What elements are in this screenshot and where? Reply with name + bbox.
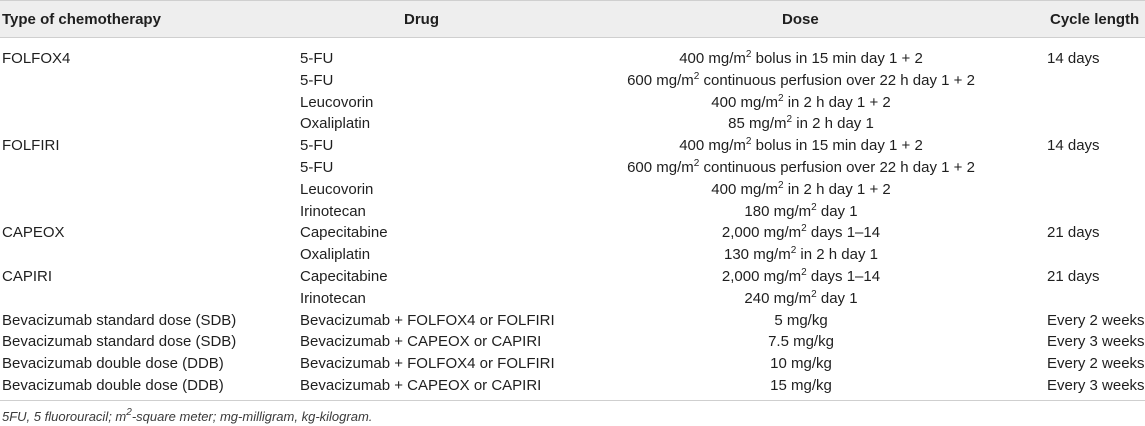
cell-dose — [548, 225, 1054, 241]
dose-superscript: 2 — [801, 223, 807, 235]
dose-superscript: 2 — [745, 49, 752, 60]
dose-value: 400 mg/m — [679, 50, 746, 67]
cell-drug: 5-FU — [300, 71, 334, 89]
dose-detail: in 2 h day 1 + 2 — [783, 93, 891, 111]
cell-dose — [548, 92, 1054, 111]
cell-type: CAPIRI — [2, 268, 53, 285]
cell-dose — [548, 179, 1054, 198]
footnote-text-1: 5FU, 5 fluorouracil; m — [2, 409, 127, 424]
cell-cycle: Every 3 weeks — [1047, 333, 1145, 351]
table-row — [0, 375, 1145, 397]
cell-dose — [548, 160, 1054, 176]
cell-dose — [548, 334, 1054, 350]
cell-drug: Irinotecan — [300, 202, 366, 220]
cell-drug: Bevacizumab + FOLFOX4 or FOLFIRI — [300, 355, 555, 373]
header-cycle: Cycle length — [1050, 11, 1140, 28]
cell-type: CAPEOX — [2, 224, 65, 242]
cell-dose — [548, 356, 1054, 372]
dose-detail: day 1 — [816, 202, 858, 220]
dose-detail: in 2 h day 1 — [796, 246, 878, 264]
cell-dose — [548, 313, 1054, 329]
table-row — [0, 92, 1145, 114]
dose-superscript: 2 — [801, 267, 807, 278]
cell-type: Bevacizumab standard dose (SDB) — [2, 333, 237, 351]
cell-cycle: 14 days — [1047, 137, 1100, 155]
dose-detail: continuous perfusion over 22 h day 1 + 2 — [699, 159, 975, 176]
header-drug: Drug — [404, 11, 439, 28]
cell-type: Bevacizumab double dose (DDB) — [2, 377, 224, 394]
cell-dose — [548, 378, 1054, 394]
dose-superscript: 2 — [777, 179, 784, 191]
cell-type: Bevacizumab standard dose (SDB) — [2, 311, 237, 329]
table-row — [0, 201, 1145, 223]
cell-drug: 5-FU — [300, 50, 334, 67]
dose-detail: in 2 h day 1 — [792, 115, 874, 133]
table-footnote — [2, 409, 372, 424]
dose-value: 10 mg/kg — [770, 355, 832, 373]
table-row — [0, 48, 1145, 70]
cell-drug: Irinotecan — [300, 289, 366, 307]
cell-drug: 5-FU — [300, 159, 334, 176]
dose-value: 600 mg/m — [627, 71, 694, 89]
cell-drug: Oxaliplatin — [300, 115, 371, 133]
dose-value: 180 mg/m — [744, 202, 812, 220]
dose-detail: continuous perfusion over 22 h day 1 + 2 — [699, 71, 975, 89]
cell-drug: Bevacizumab + FOLFOX4 or FOLFIRI — [300, 311, 555, 329]
footnote-superscript: 2 — [126, 407, 132, 418]
table-row — [0, 266, 1145, 288]
table-row — [0, 288, 1145, 310]
cell-cycle: 21 days — [1047, 224, 1100, 242]
dose-value: 240 mg/m — [744, 289, 812, 307]
dose-detail: bolus in 15 min day 1 + 2 — [751, 50, 923, 67]
cell-dose — [548, 288, 1054, 307]
cell-cycle: 21 days — [1047, 268, 1100, 285]
table-row — [0, 222, 1145, 244]
cell-cycle: Every 3 weeks — [1047, 377, 1145, 394]
table-row — [0, 135, 1145, 157]
cell-dose — [548, 116, 1054, 132]
table-row — [0, 331, 1145, 353]
table-header — [0, 0, 1145, 38]
dose-detail: days 1–14 — [806, 268, 881, 285]
dose-superscript: 2 — [777, 92, 784, 104]
table-row — [0, 353, 1145, 375]
header-dose: Dose — [782, 11, 819, 28]
dose-superscript: 2 — [790, 245, 797, 257]
table-bottom-rule — [0, 400, 1145, 401]
dose-superscript: 2 — [786, 114, 793, 126]
table-row — [0, 70, 1145, 92]
cell-cycle: Every 2 weeks — [1047, 311, 1145, 329]
dose-detail: days 1–14 — [806, 224, 881, 242]
cell-type: FOLFOX4 — [2, 50, 71, 67]
cell-cycle: Every 2 weeks — [1047, 355, 1145, 373]
cell-drug: 5-FU — [300, 137, 334, 155]
cell-drug: Bevacizumab + CAPEOX or CAPIRI — [300, 333, 542, 351]
dose-value: 7.5 mg/kg — [768, 333, 834, 351]
cell-dose — [548, 138, 1054, 154]
table-row — [0, 113, 1145, 135]
dose-detail: day 1 — [816, 289, 858, 307]
dose-detail: in 2 h day 1 + 2 — [783, 180, 891, 198]
cell-type: Bevacizumab double dose (DDB) — [2, 355, 224, 373]
dose-value: 15 mg/kg — [770, 377, 832, 394]
cell-dose — [548, 247, 1054, 263]
dose-value: 85 mg/m — [728, 115, 787, 133]
table-row — [0, 244, 1145, 266]
cell-dose — [548, 201, 1054, 220]
dose-value: 130 mg/m — [724, 246, 791, 264]
dose-value: 400 mg/m — [711, 180, 778, 198]
dose-value: 5 mg/kg — [774, 311, 828, 329]
dose-superscript: 2 — [811, 201, 817, 213]
table-row — [0, 157, 1145, 179]
cell-drug: Leucovorin — [300, 180, 374, 198]
table-row — [0, 310, 1145, 332]
cell-dose — [548, 70, 1054, 89]
dose-superscript: 2 — [745, 136, 752, 148]
dose-value: 400 mg/m — [679, 137, 746, 155]
dose-superscript: 2 — [693, 158, 700, 169]
cell-dose — [548, 51, 1054, 67]
dose-value: 2,000 mg/m — [721, 224, 802, 242]
dose-value: 600 mg/m — [627, 159, 694, 176]
dose-detail: bolus in 15 min day 1 + 2 — [751, 137, 923, 155]
dose-superscript: 2 — [693, 70, 700, 82]
header-type: Type of chemotherapy — [2, 11, 161, 28]
cell-type: FOLFIRI — [2, 137, 60, 155]
dose-value: 400 mg/m — [711, 93, 778, 111]
cell-dose — [548, 269, 1054, 285]
dose-value: 2,000 mg/m — [721, 268, 802, 285]
cell-drug: Oxaliplatin — [300, 246, 371, 264]
cell-drug: Capecitabine — [300, 224, 388, 242]
cell-drug: Leucovorin — [300, 93, 374, 111]
cell-drug: Bevacizumab + CAPEOX or CAPIRI — [300, 377, 542, 394]
cell-drug: Capecitabine — [300, 268, 388, 285]
dose-superscript: 2 — [811, 288, 817, 300]
table-row — [0, 179, 1145, 201]
footnote-text-2: -square meter; mg-milligram, kg-kilogram. — [131, 409, 373, 424]
cell-cycle: 14 days — [1047, 50, 1100, 67]
